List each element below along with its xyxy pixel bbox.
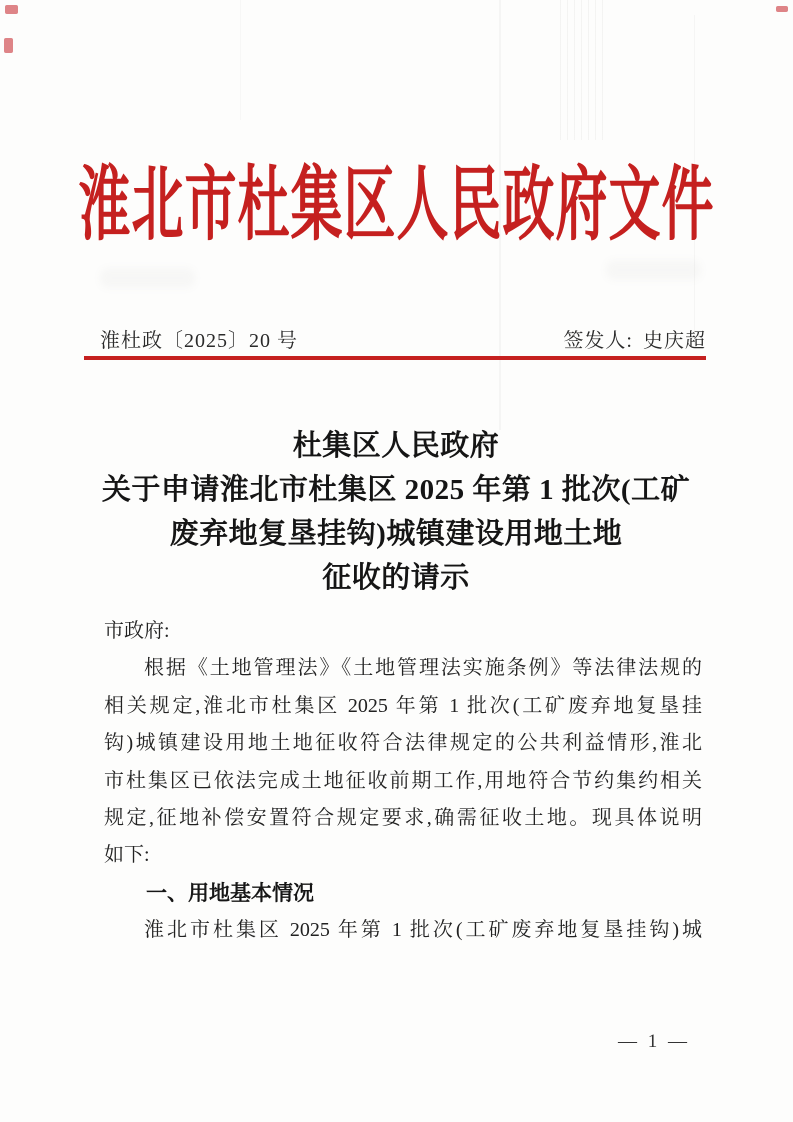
body-line: 如下: <box>104 844 150 867</box>
scan-streak <box>560 0 606 140</box>
body-line: 钩)城镇建设用地土地征收符合法律规定的公共利益情形,淮北 <box>104 732 702 755</box>
document-title-line: 关于申请淮北市杜集区 2025 年第 1 批次(工矿 <box>101 474 691 506</box>
issuer-label: 签发人: <box>563 330 633 352</box>
document-title-line: 征收的请示 <box>322 562 470 594</box>
body-line: 市杜集区已依法完成土地征收前期工作,用地符合节约集约相关 <box>104 769 702 792</box>
body-line: 淮北市杜集区 2025 年第 1 批次(工矿废弃地复垦挂钩)城 <box>144 919 702 942</box>
red-scan-speck <box>4 38 13 53</box>
body-line: 规定,征地补偿安置符合规定要求,确需征收土地。现具体说明 <box>104 806 702 829</box>
document-number-row <box>100 324 706 353</box>
issuer-field <box>563 324 706 353</box>
bleed-through-smudge <box>100 268 195 288</box>
document-title-line: 杜集区人民政府 <box>292 430 500 462</box>
document-title-line: 废弃地复垦挂钩)城镇建设用地土地 <box>169 518 623 550</box>
government-document-banner: 淮北市杜集区人民政府文件 <box>78 162 715 252</box>
body-line: 根据《土地管理法》《土地管理法实施条例》等法律法规的 <box>144 657 702 680</box>
issuer-name: 史庆超 <box>643 330 706 352</box>
document-title <box>76 424 716 600</box>
scan-streak <box>240 0 241 120</box>
document-body <box>104 613 702 950</box>
salutation: 市政府: <box>104 620 170 642</box>
bleed-through-smudge <box>606 260 701 280</box>
red-separator-line <box>84 356 706 360</box>
red-scan-speck <box>5 5 18 14</box>
red-header-banner-wrap <box>0 160 793 252</box>
document-number: 淮杜政〔2025〕20 号 <box>100 330 298 352</box>
page-number: — 1 — <box>618 1031 690 1052</box>
section-heading: 一、用地基本情况 <box>146 881 314 905</box>
red-scan-speck <box>776 6 788 12</box>
body-line: 相关规定,淮北市杜集区 2025 年第 1 批次(工矿废弃地复垦挂 <box>104 694 702 717</box>
